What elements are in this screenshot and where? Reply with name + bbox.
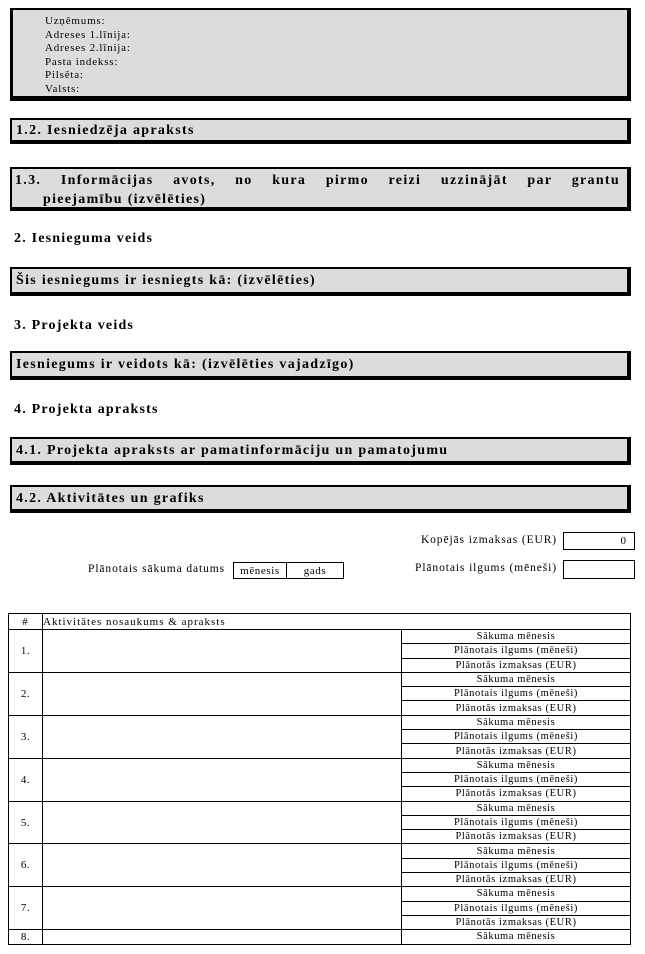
activity-row	[9, 801, 631, 815]
activity-name-cell[interactable]	[43, 630, 402, 673]
activity-number: 1.	[9, 630, 43, 673]
activity-sublabel: Sākuma mēnesis	[402, 801, 631, 815]
address-line1-label: Adreses 1.līnija:	[45, 28, 131, 41]
activity-name-cell[interactable]	[43, 844, 402, 887]
postal-code-label: Pasta indekss:	[45, 55, 119, 68]
activity-sublabel: Plānotais ilgums (mēneši)	[402, 772, 631, 786]
activity-sublabel: Plānotais ilgums (mēneši)	[402, 901, 631, 915]
activity-number: 3.	[9, 715, 43, 758]
activity-number: 4.	[9, 758, 43, 801]
activity-sublabel: Plānotās izmaksas (EUR)	[402, 658, 631, 672]
activity-sublabel: Sākuma mēnesis	[402, 930, 631, 944]
start-date-fields	[233, 562, 344, 579]
activity-row	[9, 715, 631, 729]
activity-sublabel: Plānotās izmaksas (EUR)	[402, 915, 631, 929]
activity-sublabel: Sākuma mēnesis	[402, 758, 631, 772]
section-4-title: 4. Projekta apraksts	[14, 402, 159, 417]
activity-sublabel: Plānotās izmaksas (EUR)	[402, 787, 631, 801]
project-type-select-box[interactable]: Iesniegums ir veidots kā: (izvēlēties vajadzīgo)	[10, 351, 631, 380]
section-3-title: 3. Projekta veids	[14, 318, 135, 333]
activity-sublabel: Plānotās izmaksas (EUR)	[402, 701, 631, 715]
activity-sublabel: Sākuma mēnesis	[402, 715, 631, 729]
country-label: Valsts:	[45, 82, 80, 95]
section-2-title: 2. Iesnieguma veids	[14, 231, 154, 246]
activity-sublabel: Plānotās izmaksas (EUR)	[402, 830, 631, 844]
section-1-2-header: 1.2. Iesniedzēja apraksts	[10, 118, 631, 144]
activity-sublabel: Plānotais ilgums (mēneši)	[402, 730, 631, 744]
activity-sublabel: Sākuma mēnesis	[402, 630, 631, 644]
start-month-field[interactable]: mēnesis	[233, 562, 287, 579]
activity-sublabel: Plānotais ilgums (mēneši)	[402, 687, 631, 701]
activity-sublabel: Plānotais ilgums (mēneši)	[402, 644, 631, 658]
activities-table-header-row	[9, 614, 631, 630]
activity-sublabel: Sākuma mēnesis	[402, 672, 631, 686]
address-line2-label: Adreses 2.līnija:	[45, 42, 131, 55]
column-header-number: #	[9, 614, 43, 630]
activity-sublabel: Sākuma mēnesis	[402, 887, 631, 901]
activity-sublabel: Plānotais ilgums (mēneši)	[402, 815, 631, 829]
activity-name-cell[interactable]	[43, 758, 402, 801]
section-4-1-header: 4.1. Projekta apraksts ar pamatinformāciju un pamatojumu	[10, 437, 631, 465]
activities-table	[8, 613, 631, 945]
activity-row	[9, 887, 631, 901]
activity-sublabel: Plānotās izmaksas (EUR)	[402, 873, 631, 887]
activity-number: 2.	[9, 672, 43, 715]
applicant-address-box[interactable]	[10, 8, 631, 101]
activity-sublabel: Plānotais ilgums (mēneši)	[402, 858, 631, 872]
section-1-3-header[interactable]	[10, 167, 631, 211]
activity-number: 8.	[9, 930, 43, 944]
planned-start-date-label: Plānotais sākuma datums	[88, 563, 225, 575]
submission-type-select-box[interactable]: Šis iesniegums ir iesniegts kā: (izvēlēties)	[10, 267, 631, 296]
company-label: Uzņēmums:	[45, 15, 106, 27]
activity-number: 7.	[9, 887, 43, 930]
activity-name-cell[interactable]	[43, 801, 402, 844]
activity-row	[9, 930, 631, 944]
section-1-3-line1: 1.3. Informācijas avots, no kura pirmo reizi uzzinājāt par grantu	[15, 173, 620, 188]
activity-name-cell[interactable]	[43, 715, 402, 758]
activity-row	[9, 844, 631, 858]
start-year-field[interactable]: gads	[286, 562, 344, 579]
activity-row	[9, 672, 631, 686]
column-header-activity-name: Aktivitātes nosaukums & apraksts	[43, 614, 631, 630]
activity-name-cell[interactable]	[43, 887, 402, 930]
section-4-2-header: 4.2. Aktivitātes un grafiks	[10, 485, 631, 513]
planned-duration-field[interactable]	[563, 560, 635, 579]
activity-number: 6.	[9, 844, 43, 887]
planned-duration-label: Plānotais ilgums (mēneši)	[415, 562, 557, 574]
section-1-3-line2: pieejamību (izvēlēties)	[43, 192, 207, 207]
activity-sublabel: Plānotās izmaksas (EUR)	[402, 744, 631, 758]
activity-row	[9, 630, 631, 644]
total-cost-field[interactable]: 0	[563, 532, 635, 550]
activity-name-cell[interactable]	[43, 930, 402, 944]
total-cost-label: Kopējās izmaksas (EUR)	[420, 534, 557, 546]
activity-row	[9, 758, 631, 772]
activity-number: 5.	[9, 801, 43, 844]
city-label: Pilsēta:	[45, 69, 84, 82]
activity-name-cell[interactable]	[43, 672, 402, 715]
activity-sublabel: Sākuma mēnesis	[402, 844, 631, 858]
